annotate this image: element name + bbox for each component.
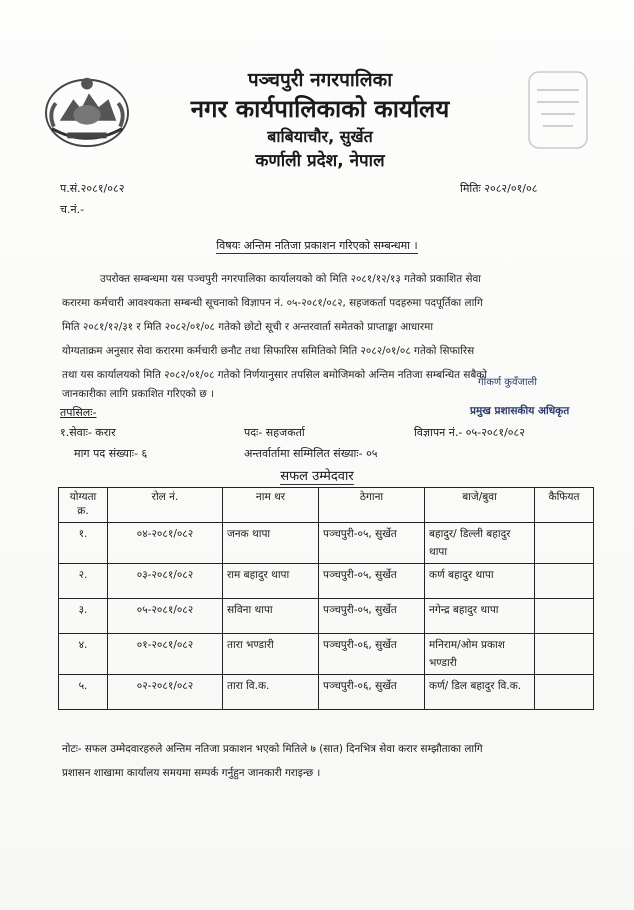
cell-roll: ०१-२०८१/०८२ (108, 634, 223, 675)
reference-number: प.सं.२०८१/०८२ (60, 182, 125, 195)
cell-remark (535, 675, 594, 710)
subject-line: विषयः अन्तिम नतिजा प्रकाशन गरिएको सम्बन्धमा । (216, 239, 418, 252)
table-row (59, 675, 594, 710)
header-parent: बाजे/बुवा (425, 488, 535, 523)
cell-address: पञ्चपुरी-०६, सुर्खेत (319, 675, 425, 710)
header-name: नाम थर (223, 488, 319, 523)
round-stamp-icon (525, 68, 591, 152)
cell-parent: नगेन्द्र बहादुर थापा (425, 599, 535, 634)
advertisement-number: विज्ञापन नं.- ०५-२०८१/०८२ (414, 426, 525, 439)
cell-address: पञ्चपुरी-०५, सुर्खेत (319, 599, 425, 634)
cell-roll: ०४-२०८१/०८२ (108, 523, 223, 564)
cell-remark (535, 599, 594, 634)
body-line: तथा यस कार्यालयको मिति २०८२/०१/०८ गतेको निर्णयानुसार तपसिल बमोजिमको अन्तिम नतिजा सम्बन्धित सबैको (62, 369, 487, 381)
cell-remark (535, 564, 594, 599)
demanded-posts: माग पद संख्याः- ६ (74, 447, 148, 460)
cell-name: राम बहादुर थापा (223, 564, 319, 599)
cell-sn: २. (59, 564, 108, 599)
cell-roll: ०५-२०८१/०८२ (108, 599, 223, 634)
cell-parent: बहादुर/ डिल्ली बहादुर थापा (425, 523, 535, 564)
municipality-name: पञ्चपुरी नगरपालिका (247, 69, 393, 91)
nepal-emblem-icon (38, 70, 136, 152)
cell-address: पञ्चपुरी-०६, सुर्खेत (319, 634, 425, 675)
cell-parent: मनिराम/ओम प्रकाश भण्डारी (425, 634, 535, 675)
cell-address: पञ्चपुरी-०५, सुर्खेत (319, 564, 425, 599)
results-table (58, 487, 594, 710)
cell-remark (535, 523, 594, 564)
cell-parent: कर्ण बहादुर थापा (425, 564, 535, 599)
cell-address: पञ्चपुरी-०५, सुर्खेत (319, 523, 425, 564)
cell-sn: ५. (59, 675, 108, 710)
cell-name: जनक थापा (223, 523, 319, 564)
table-title: सफल उम्मेदवार (280, 469, 354, 484)
cell-sn: ४. (59, 634, 108, 675)
cell-name: तारा वि.क. (223, 675, 319, 710)
header-address: ठेगाना (319, 488, 425, 523)
header-roll: रोल नं. (108, 488, 223, 523)
cell-name: तारा भण्डारी (223, 634, 319, 675)
note-line: नोटः- सफल उम्मेदवारहरुले अन्तिम नतिजा प्रकाशन भएको मितिले ७ (सात) दिनभित्र सेवा करार सम्झौताका लागि (62, 743, 483, 755)
service-type: १.सेवाः- करार (60, 426, 116, 439)
office-location: बाबियाचौर, सुर्खेत (267, 127, 373, 146)
cell-sn: ३. (59, 599, 108, 634)
table-row (59, 523, 594, 564)
table-row (59, 564, 594, 599)
cell-sn: १. (59, 523, 108, 564)
header-sn: योग्यता क्र. (59, 488, 108, 523)
post-name: पदः- सहजकर्ता (244, 426, 305, 439)
body-line: जानकारीका लागि प्रकाशित गरिएको छ । (62, 388, 214, 400)
province-country: कर्णाली प्रदेश, नेपाल (255, 151, 385, 171)
table-header-row (59, 488, 594, 523)
body-line: करारमा कर्मचारी आवश्यकता सम्बन्धी सूचनाको विज्ञापन नं. ०५-२०८१/०८२, सहजकर्ता पदहरुमा पदपूर्तिका लागि (62, 297, 483, 309)
body-line: उपरोक्त सम्बन्धमा यस पञ्चपुरी नगरपालिका कार्यालयको को मिति २०८१/१२/१३ गतेको प्रकाशित सेवा (100, 273, 481, 285)
dispatch-number: च.नं.- (60, 203, 85, 216)
body-line: योग्यताक्रम अनुसार सेवा करारमा कर्मचारी छनौट तथा सिफारिस समितिको मिति २०८२/०१/०८ गतेको सिफारिस (62, 345, 475, 357)
table-row (59, 634, 594, 675)
cell-roll: ०३-२०८१/०८२ (108, 564, 223, 599)
cell-name: सविना थापा (223, 599, 319, 634)
table-row (59, 599, 594, 634)
cell-parent: कर्ण/ डिल बहादुर वि.क. (425, 675, 535, 710)
office-name: नगर कार्यपालिकाको कार्यालय (190, 95, 450, 123)
signatory-title: प्रमुख प्रशासकीय अधिकृत (470, 405, 570, 417)
interview-attendance: अन्तर्वार्तामा सम्मिलित संख्याः- ०५ (244, 447, 378, 460)
tapasil-label: तपसिलः- (60, 406, 97, 419)
cell-remark (535, 634, 594, 675)
header-remark: कैफियत (535, 488, 594, 523)
letter-date: मितिः २०८२/०१/०८ (460, 182, 538, 195)
signature: गीकर्ण कुवँजाली (478, 377, 537, 388)
cell-roll: ०२-२०८१/०८२ (108, 675, 223, 710)
note-line: प्रशासन शाखामा कार्यालय समयमा सम्पर्क गर्नुहुन जानकारी गराइन्छ । (62, 767, 321, 779)
body-line: मिति २०८१/१२/३१ र मिति २०८२/०१/०८ गतेको छोटो सूची र अन्तरवार्ता समेतको प्राप्ताङ्का आधारमा (62, 321, 434, 333)
